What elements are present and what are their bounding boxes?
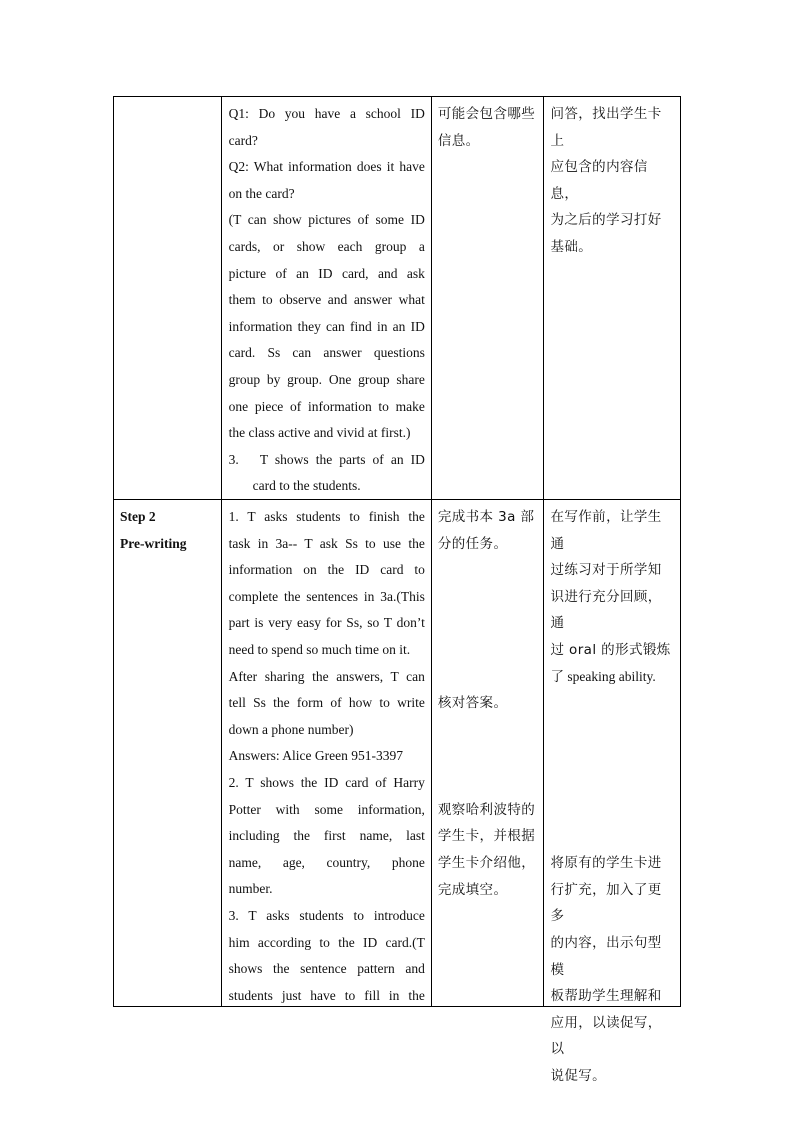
text-line: number. xyxy=(228,881,273,897)
text-line: including the first name, last xyxy=(228,828,425,844)
text-line: one piece of information to make xyxy=(228,398,425,414)
text-line: 将原有的学生卡进 xyxy=(550,855,662,872)
student-activity-cell xyxy=(432,500,545,1006)
step-cell xyxy=(114,97,222,499)
text-line: 完成填空。 xyxy=(437,881,508,898)
text-line: (T can show pictures of some ID xyxy=(228,212,425,228)
text-line: task in 3a-- T ask Ss to use the xyxy=(228,535,425,551)
text-line: 核对答案。 xyxy=(437,695,508,712)
text-line: card to the students. xyxy=(252,478,361,494)
text-line: After sharing the answers, T can xyxy=(228,668,425,684)
text-line: 过 oral 的形式锻炼 xyxy=(550,641,671,658)
spacer xyxy=(438,557,538,690)
step-name: Pre-writing xyxy=(120,535,187,551)
text-line: information on the ID card to xyxy=(228,562,425,578)
table-row xyxy=(114,97,680,500)
purpose-cell xyxy=(544,97,680,499)
text-line: 完成书本 3a 部 xyxy=(437,509,535,525)
text-line: picture of an ID card, and ask xyxy=(228,265,425,281)
text-line: 行扩充，加入了更多 xyxy=(550,881,662,925)
text-line: 学生卡，并根据 xyxy=(437,828,536,845)
text-line: the class active and vivid at first.) xyxy=(228,425,411,441)
text-line: 分的任务。 xyxy=(437,535,508,552)
text-line: Answers: Alice Green 951-3397 xyxy=(228,748,403,764)
text-line: 信息。 xyxy=(437,132,480,149)
step-title: Step 2 xyxy=(120,509,156,524)
text-line: 应用，以读促写，以 xyxy=(550,1014,662,1058)
purpose-cell xyxy=(544,500,680,1084)
text-line: 2. T shows the ID card of Harry xyxy=(228,774,425,790)
text-line: 基础。 xyxy=(550,238,593,255)
text-line: group by group. One group share xyxy=(228,371,425,387)
text-line: 3. T asks students to introduce xyxy=(228,907,425,923)
text-line: 的内容，出示句型模 xyxy=(550,934,662,978)
text-line: 问答，找出学生卡上 xyxy=(550,106,662,149)
text-line: tell Ss the form of how to write xyxy=(228,695,425,711)
text-line: 板帮助学生理解和 xyxy=(550,988,662,1005)
text-line: 说促写。 xyxy=(550,1067,607,1084)
text-line: part is very easy for Ss, so T don’t xyxy=(228,615,425,631)
text-line: complete the sentences in 3a.(This xyxy=(228,588,425,604)
text-line: Q1: Do you have a school ID xyxy=(228,106,425,121)
text-line: down a phone number) xyxy=(228,721,354,737)
text-line: him according to the ID card.(T xyxy=(228,934,425,950)
text-line: 可能会包含哪些 xyxy=(437,106,536,122)
text-line: 识进行充分回顾，通 xyxy=(550,588,662,632)
text-line: cards, or show each group a xyxy=(228,238,425,254)
text-line: 在写作前，让学生通 xyxy=(550,509,662,552)
text-line: shows the sentence pattern and xyxy=(228,961,425,977)
spacer xyxy=(550,690,674,850)
table-row xyxy=(114,500,680,1084)
lesson-plan-table xyxy=(113,96,681,1084)
text-line: information they can find in an ID xyxy=(228,318,425,334)
teacher-activity-cell xyxy=(222,97,432,499)
text-line: students just have to fill in the xyxy=(228,987,425,1003)
list-number: 3. xyxy=(228,451,239,467)
text-line: card? xyxy=(228,132,258,148)
spacer xyxy=(438,717,538,797)
text-line: 学生卡介绍他， xyxy=(437,854,536,871)
list-text: T shows the parts of an ID xyxy=(259,451,425,467)
text-line: 为之后的学习打好 xyxy=(550,212,662,229)
text-line: 观察哈利波特的 xyxy=(437,801,536,818)
text-line xyxy=(229,447,425,474)
text-line: 过练习对于所学知 xyxy=(550,562,662,579)
text-line: 了 speaking ability. xyxy=(550,668,656,684)
text-line: need to spend so much time on it. xyxy=(228,641,411,657)
text-line: card. Ss can answer questions xyxy=(228,345,425,361)
text-line: 应包含的内容信息， xyxy=(550,159,648,202)
text-line: Potter with some information, xyxy=(228,801,425,817)
text-line: name, age, country, phone xyxy=(228,854,425,870)
text-line: them to observe and answer what xyxy=(228,292,425,308)
teacher-activity-cell xyxy=(222,500,432,1006)
student-activity-cell xyxy=(432,97,545,499)
text-line: Q2: What information does it have xyxy=(228,159,425,175)
text-line: 1. T asks students to finish the xyxy=(228,509,425,524)
step-cell xyxy=(114,500,222,1006)
text-line: on the card? xyxy=(228,185,295,201)
